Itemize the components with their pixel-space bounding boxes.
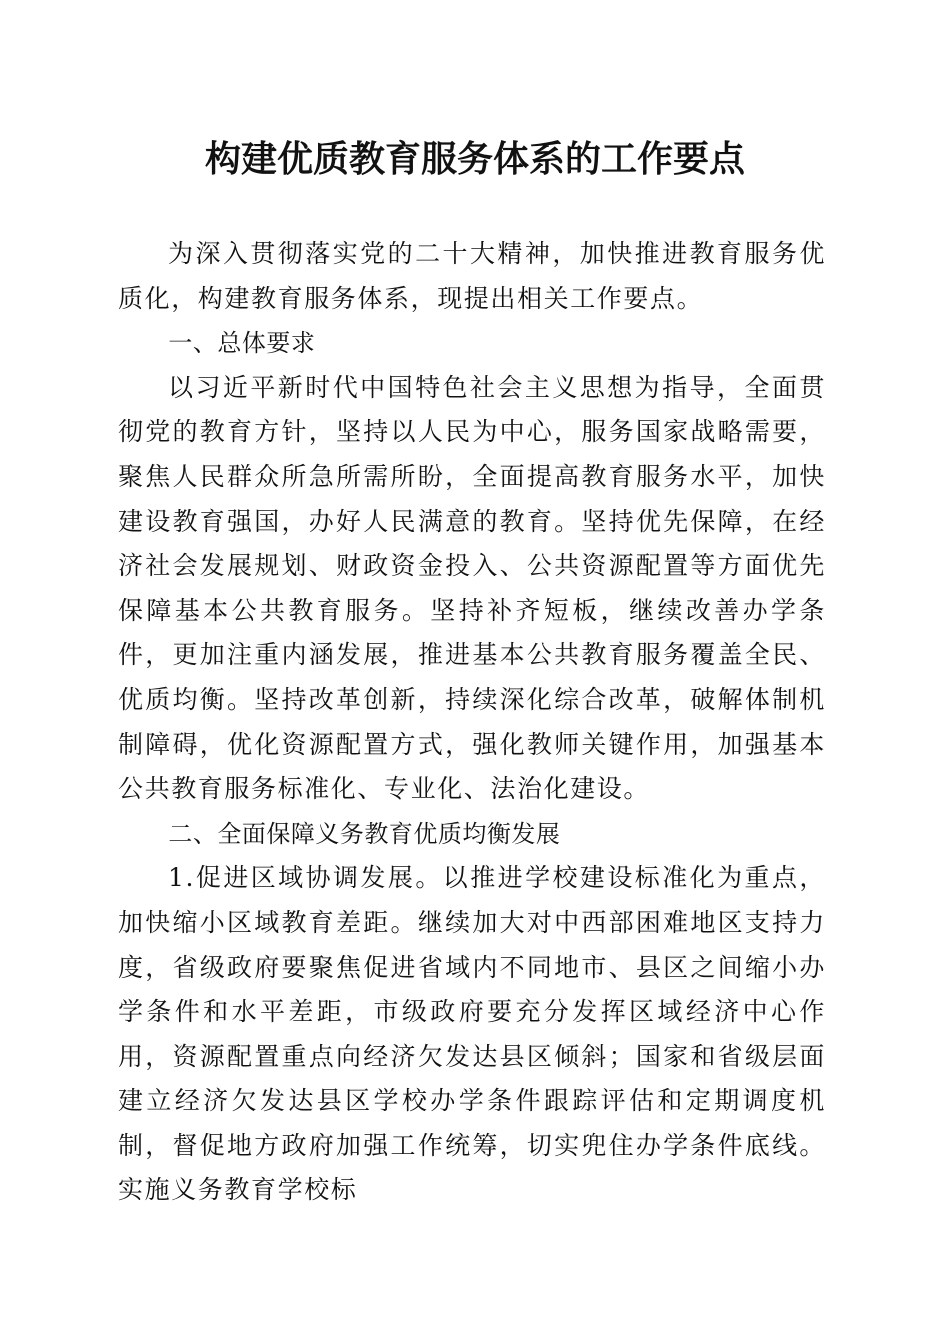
- section-paragraph: 以习近平新时代中国特色社会主义思想为指导，全面贯彻党的教育方针，坚持以人民为中心，服务国家战略需要，聚焦人民群众所急所需所盼，全面提高教育服务水平，加快建设教育强国，办好人民满意的教育。坚持优先保障，在经济社会发展规划、财政资金投入、公共资源配置等方面优先保障基本公共教育服务。坚持补齐短板，继续改善办学条件，更加注重内涵发展，推进基本公共教育服务覆盖全民、优质均衡。坚持改革创新，持续深化综合改革，破解体制机制障碍，优化资源配置方式，强化教师关键作用，加强基本公共教育服务标准化、专业化、法治化建设。: [118, 372, 826, 804]
- section-paragraph: 1.促进区域协调发展。以推进学校建设标准化为重点，加快缩小区域教育差距。继续加大对中西部困难地区支持力度，省级政府要聚焦促进省域内不同地市、县区之间缩小办学条件和水平差距，市级政府要充分发挥区域经济中心作用，资源配置重点向经济欠发达县区倾斜；国家和省级层面建立经济欠发达县区学校办学条件跟踪评估和定期调度机制，督促地方政府加强工作统筹，切实兜住办学条件底线。实施义务教育学校标: [118, 863, 826, 1205]
- section-heading-compulsory-education: 二、全面保障义务教育优质均衡发展: [168, 819, 561, 848]
- intro-paragraph: 为深入贯彻落实党的二十大精神，加快推进教育服务优质化，构建教育服务体系，现提出相关工作要点。: [118, 239, 826, 313]
- section-heading-general-requirements: 一、总体要求: [168, 329, 316, 358]
- document-title: 构建优质教育服务体系的工作要点: [204, 138, 745, 180]
- document-body: [118, 232, 826, 1213]
